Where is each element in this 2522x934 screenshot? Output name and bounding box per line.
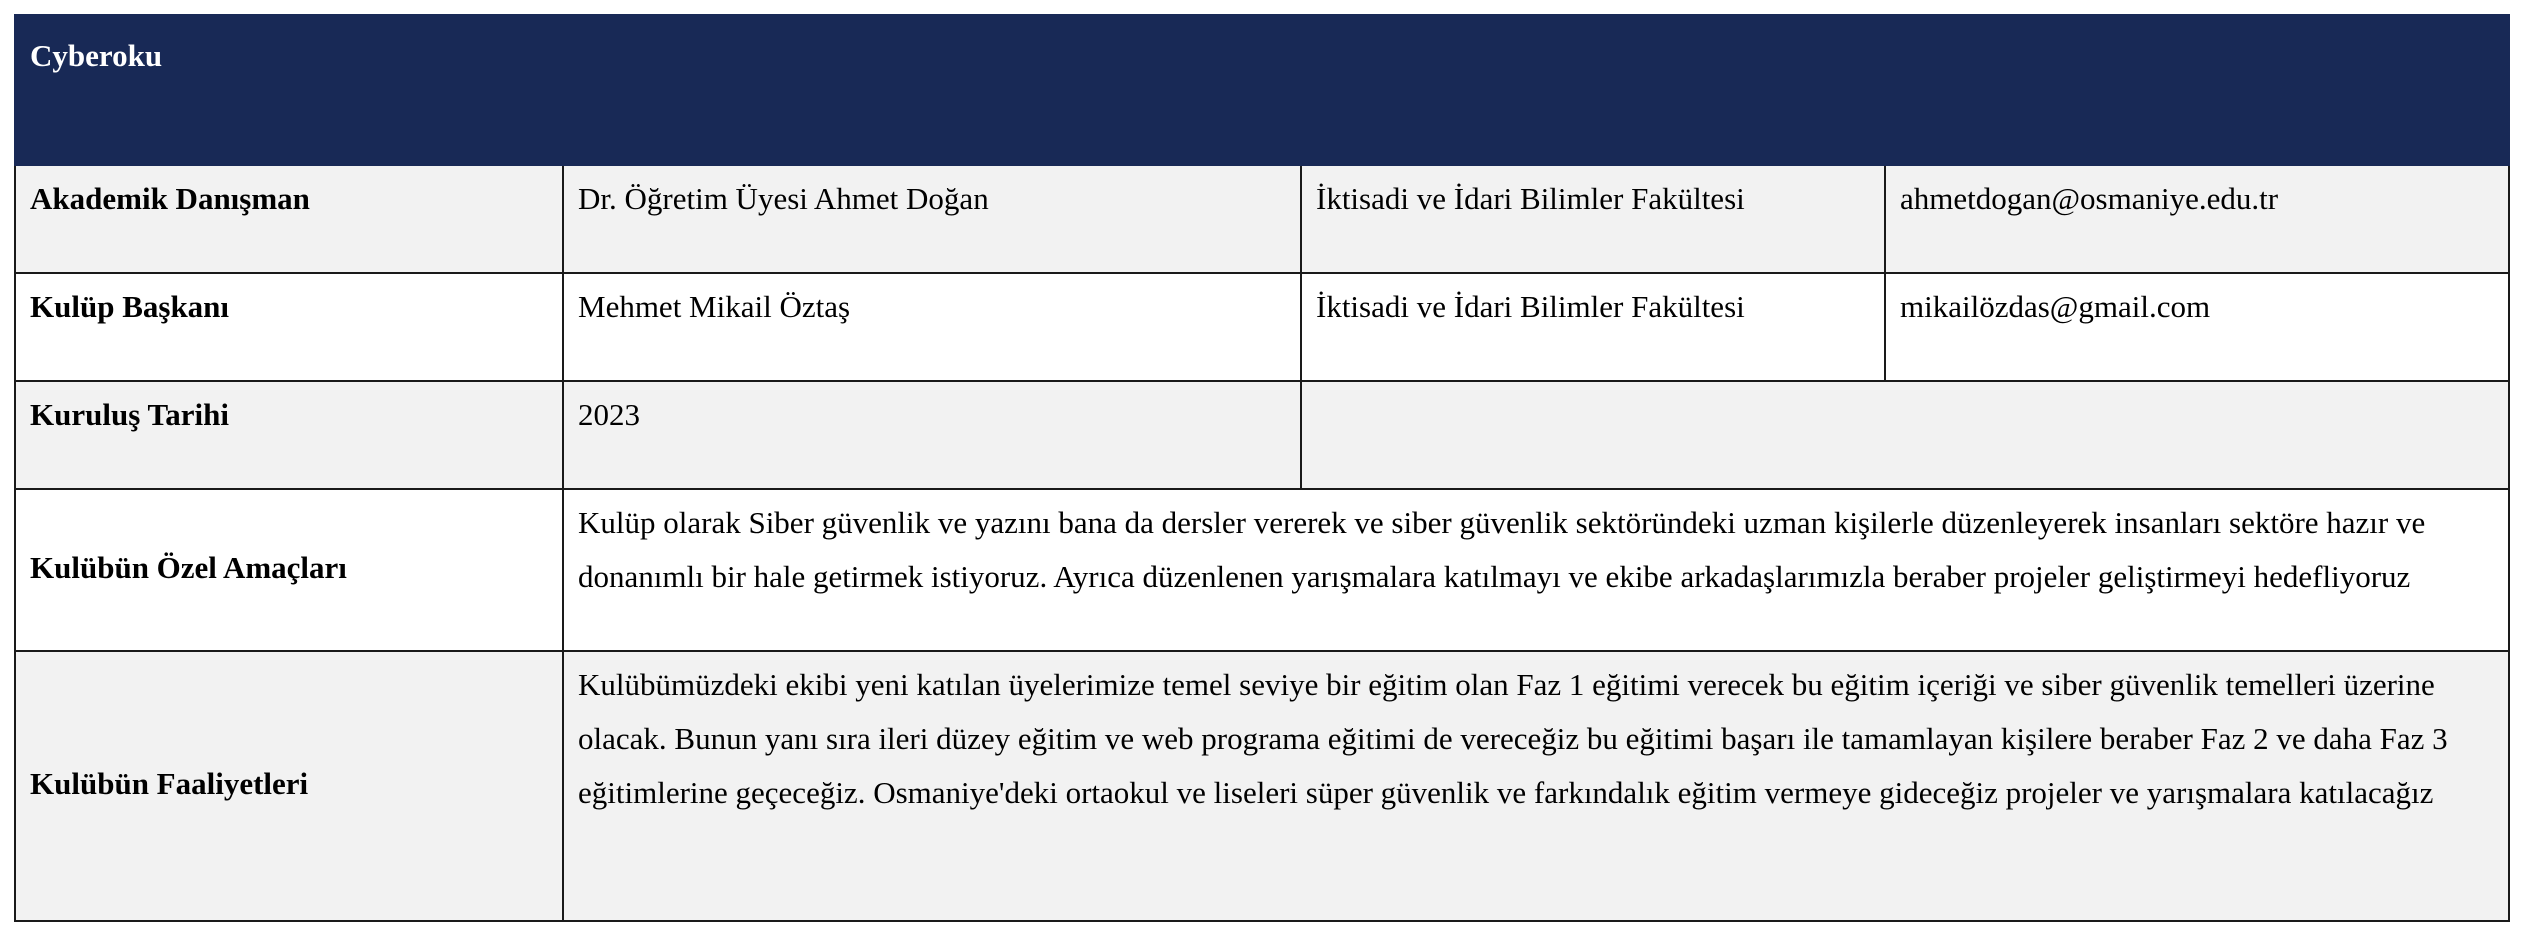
aims-text: Kulüp olarak Siber güvenlik ve yazını bana da dersler vererek ve siber güvenlik sektöründeki uzman kişilerle düzenleyerek insanları sektöre hazır ve donanımlı bir hale getirmek istiyoruz. Ayrıca düzenlenen yarışmalara katılmayı ve ekibe arkadaşlarımızla beraber projeler geliştirmeyi hedefliyoruz <box>563 489 2509 651</box>
activities-row <box>15 651 2509 921</box>
club-title: Cyberoku <box>15 15 2509 165</box>
activities-label: Kulübün Faaliyetleri <box>15 651 563 921</box>
president-row <box>15 273 2509 381</box>
aims-label: Kulübün Özel Amaçları <box>15 489 563 651</box>
aims-row <box>15 489 2509 651</box>
president-faculty: İktisadi ve İdari Bilimler Fakültesi <box>1301 273 1885 381</box>
founded-row <box>15 381 2509 489</box>
founded-label: Kuruluş Tarihi <box>15 381 563 489</box>
founded-empty-cell <box>1301 381 2509 489</box>
president-label: Kulüp Başkanı <box>15 273 563 381</box>
club-title-row <box>15 15 2509 165</box>
president-email[interactable]: mikailözdas@gmail.com <box>1885 273 2509 381</box>
advisor-faculty: İktisadi ve İdari Bilimler Fakültesi <box>1301 165 1885 273</box>
club-info-table <box>14 14 2510 922</box>
advisor-email[interactable]: ahmetdogan@osmaniye.edu.tr <box>1885 165 2509 273</box>
president-name: Mehmet Mikail Öztaş <box>563 273 1301 381</box>
advisor-row <box>15 165 2509 273</box>
advisor-name: Dr. Öğretim Üyesi Ahmet Doğan <box>563 165 1301 273</box>
club-info-card <box>14 14 2508 922</box>
advisor-label: Akademik Danışman <box>15 165 563 273</box>
activities-text: Kulübümüzdeki ekibi yeni katılan üyelerimize temel seviye bir eğitim olan Faz 1 eğitimi verecek bu eğitim içeriği ve siber güvenlik temelleri üzerine olacak. Bunun yanı sıra ileri düzey eğitim ve web programa eğitimi de vereceğiz bu eğitimi başarı ile tamamlayan kişilere beraber Faz 2 ve daha Faz 3 eğitimlerine geçeceğiz. Osmaniye'deki ortaokul ve liseleri süper güvenlik ve farkındalık eğitim vermeye gideceğiz projeler ve yarışmalara katılacağız <box>563 651 2509 921</box>
founded-year: 2023 <box>563 381 1301 489</box>
